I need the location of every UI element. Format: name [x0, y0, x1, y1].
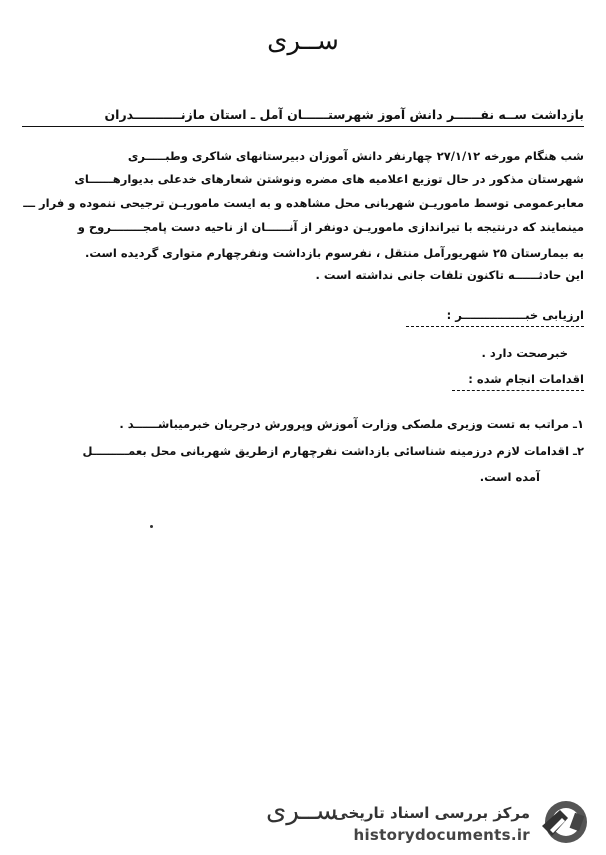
body-line-2: شهرستان مذکور در حال توزیع اعلامیه های مضره ونوشتن شعارهای خدعلی بدیوارهــــــای	[74, 172, 584, 186]
action-item-2-continued: آمده است.	[479, 470, 540, 484]
assessment-text: خبرصحت دارد .	[481, 346, 568, 360]
archive-url: historydocuments.ir	[353, 826, 530, 844]
footer-signature: ســرى	[266, 796, 338, 826]
body-line-4: مینمایند که درنتیجه با تیراندازی ماموریـن دونفر از آنــــــان از ناحیه دست پامجــــــــروح و	[77, 220, 584, 234]
archive-logo-icon	[538, 796, 590, 848]
archive-name: مرکز بررسی اسناد تاریخی	[333, 804, 530, 822]
body-line-5: به بیمارستان ۲۵ شهریورآمل منتقل ، نفرسوم بازداشت ونفرچهارم متواری گردیده است.	[85, 246, 584, 260]
body-line-6: این حادثــــــه تاکنون تلفات جانی نداشته است .	[315, 268, 584, 282]
body-line-1: شب هنگام مورخه ۲۷/۱/۱۲ چهارنفر دانش آموزان دبیرستانهای شاکری وطبـــــری	[127, 149, 584, 163]
action-item-2: ۲ـ اقدامات لازم درزمینه شناسائی بازداشت نفرچهارم ازطریق شهربانی محل بعمـــــــــل	[82, 444, 584, 458]
actions-rule	[452, 390, 584, 391]
scan-speck	[150, 525, 153, 528]
classification-mark: ســرى	[267, 26, 339, 56]
actions-label: اقدامات انجام شده :	[468, 372, 584, 386]
document-heading: بازداشت ســه نفــــــر دانش آموز شهرستــــــان آمل ـ استان مازنـــــــــــدران	[104, 107, 584, 122]
action-item-1: ۱ـ مراتب به تست وزیری ملصکی وزارت آموزش وپرورش درجریان خبرمیباشــــــد .	[119, 417, 584, 431]
assessment-label: ارزیابی خبــــــــــــــــر :	[446, 308, 584, 322]
body-line-3: معابرعمومی توسط ماموریـن شهربانی محل مشاهده و به ایست ماموریـن ترجیحی ننموده و فرار ـــ	[23, 196, 584, 210]
heading-rule	[22, 126, 584, 127]
assessment-rule	[406, 326, 584, 327]
